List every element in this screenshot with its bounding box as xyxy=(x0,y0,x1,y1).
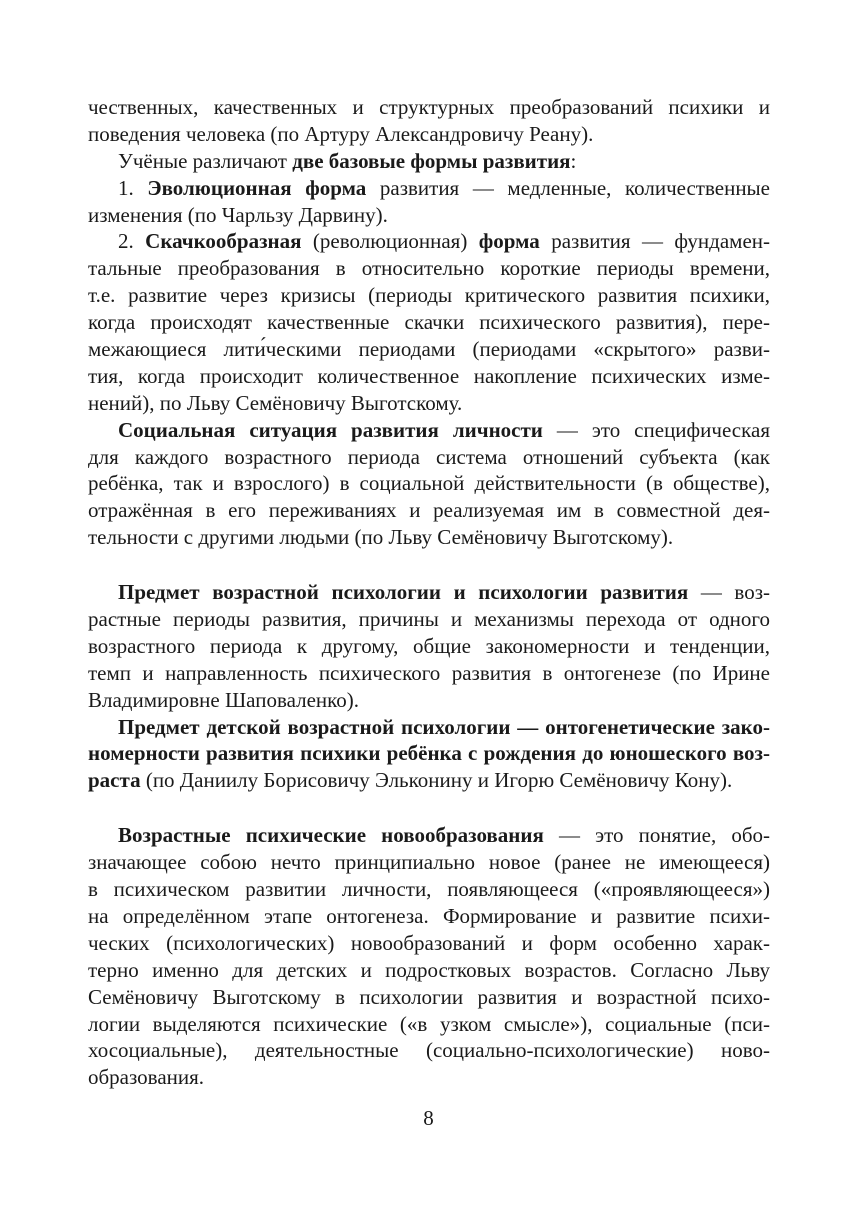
bold-term: Предмет детской возрастной психологии — онтогенетические зако- xyxy=(118,714,770,739)
text-line: изменения (по Чарльзу Дарвину). xyxy=(88,202,388,227)
text-line xyxy=(88,579,770,606)
text-line xyxy=(88,175,770,202)
text-line: нений), по Льву Семёновичу Выготскому. xyxy=(88,390,463,415)
text-line: образования. xyxy=(88,1065,205,1090)
text-line xyxy=(88,740,770,767)
text-run: развития — медленные, количественные xyxy=(366,175,770,200)
text-run: : xyxy=(570,148,577,173)
text-line xyxy=(88,767,770,794)
bold-term: номерности развития психики ребёнка с рождения до юношеского воз- xyxy=(88,741,770,766)
text-line: когда происходят качественные скачки психического развития), пере- xyxy=(88,310,770,335)
text-line: межающиеся лити́ческими периодами (периодами «скрытого» разви- xyxy=(88,337,770,362)
list-number: 1. xyxy=(118,175,148,200)
paragraph-continuation xyxy=(88,94,770,148)
text-line: значающее собою нечто принципиально новое (ранее не имеющееся) xyxy=(88,850,770,875)
bold-term: Социальная ситуация развития личности xyxy=(118,417,543,442)
bold-term: раста xyxy=(88,768,141,793)
text-run: — это понятие, обо- xyxy=(543,823,771,848)
list-number: 2. xyxy=(118,229,146,254)
paragraph-social-situation xyxy=(88,417,770,551)
text-line: возрастного периода к другому, общие закономерности и тенденции, xyxy=(88,633,770,658)
text-run: (революционная) xyxy=(301,229,479,254)
text-line: тальные преобразования в относительно короткие периоды времени, xyxy=(88,256,770,281)
paragraph-spacer xyxy=(88,551,770,579)
paragraph-subject-child-psychology xyxy=(88,714,770,795)
text-line: тельности с другими людьми (по Льву Семёновичу Выготскому). xyxy=(88,525,674,550)
bold-term: Возрастные психические новообразования xyxy=(118,823,544,848)
text-run: развития — фундамен- xyxy=(539,229,771,254)
text-line: Семёновичу Выготскому в психологии развития и возрастной психо- xyxy=(88,984,770,1009)
text-line: поведения человека (по Артуру Александровичу Реану). xyxy=(88,121,594,146)
bold-term: Скачкообразная xyxy=(145,229,302,254)
text-line: растные периоды развития, причины и механизмы перехода от одного xyxy=(88,607,770,632)
text-run: (по Даниилу Борисовичу Эльконину и Игорю Семёновичу Кону). xyxy=(140,768,733,793)
paragraph-development-forms xyxy=(88,148,770,175)
text-line: логии выделяются психические («в узком смысле»), социальные (пси- xyxy=(88,1011,770,1036)
page-number: 8 xyxy=(423,1106,434,1130)
text-line: отражённая в его переживаниях и реализуемая им в совместной дея- xyxy=(88,498,770,523)
paragraph-neoformations xyxy=(88,822,770,1091)
paragraph-subject-developmental-psychology xyxy=(88,579,770,713)
bold-term: Эволюционная форма xyxy=(147,175,367,200)
text-line xyxy=(88,148,770,175)
text-line: в психическом развитии личности, появляющееся («проявляющееся») xyxy=(88,877,770,902)
bold-term: две базовые формы развития xyxy=(292,148,571,173)
bold-term: форма xyxy=(478,229,540,254)
paragraph-evolutionary-form xyxy=(88,175,770,229)
text-run: — это специфическая xyxy=(542,417,770,442)
text-line: на определённом этапе онтогенеза. Формирование и развитие психи- xyxy=(88,903,770,928)
text-line: темп и направленность психического развития в онтогенезе (по Ирине xyxy=(88,660,770,685)
text-line: терно именно для детских и подростковых возрастов. Согласно Льву xyxy=(88,957,770,982)
text-line: Владимировне Шаповаленко). xyxy=(88,687,360,712)
text-line xyxy=(88,417,770,444)
text-line xyxy=(88,228,770,255)
paragraph-spacer xyxy=(88,794,770,822)
bold-term: Предмет возрастной психологии и психологии развития xyxy=(118,580,689,605)
text-line: хосоциальные), деятельностные (социально-психологические) ново- xyxy=(88,1038,770,1063)
text-line: ребёнка, так и взрослого) в социальной действительности (в обществе), xyxy=(88,471,770,496)
page-body xyxy=(88,94,770,1091)
text-line: т.е. развитие через кризисы (периоды критического развития психики, xyxy=(88,283,770,308)
text-line: ческих (психологических) новообразований и форм особенно харак- xyxy=(88,930,770,955)
text-line xyxy=(88,714,770,741)
text-run: Учёные различают xyxy=(118,148,293,173)
text-line xyxy=(88,822,770,849)
text-run: — воз- xyxy=(688,580,770,605)
text-line: для каждого возрастного периода система отношений субъекта (как xyxy=(88,444,770,469)
text-line: тия, когда происходит количественное накопление психических изме- xyxy=(88,363,770,388)
paragraph-revolutionary-form xyxy=(88,228,770,416)
text-line: чественных, качественных и структурных преобразований психики и xyxy=(88,95,770,119)
